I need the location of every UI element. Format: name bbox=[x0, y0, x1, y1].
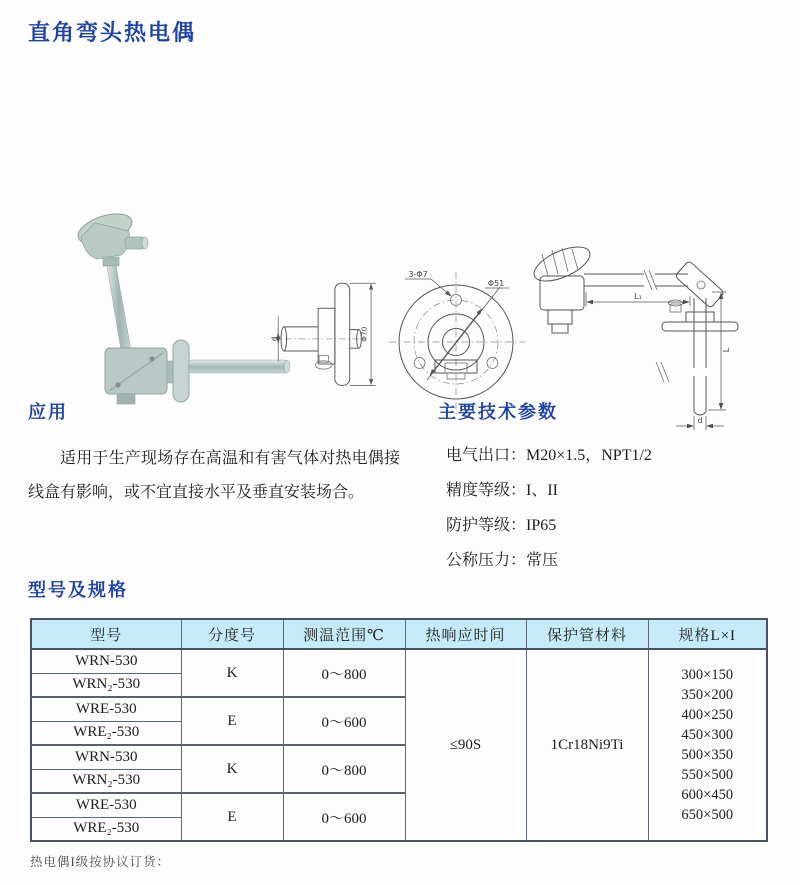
graduation-cell: K bbox=[181, 649, 283, 697]
dim-label-d-side: d bbox=[269, 336, 279, 342]
graduation-cell: E bbox=[181, 697, 283, 745]
range-cell: 0～600 bbox=[283, 793, 405, 841]
range-cell: 0～800 bbox=[283, 745, 405, 793]
dim-label-d-outline: d bbox=[697, 416, 703, 425]
dim-label-bolt-circle: Φ51 bbox=[487, 279, 505, 288]
size-item: 550×500 bbox=[681, 767, 734, 783]
application-heading: 应用 bbox=[28, 402, 68, 423]
range-cell: 0～800 bbox=[283, 649, 405, 697]
col-header-response: 热响应时间 bbox=[405, 619, 526, 649]
application-text: 适用于生产现场存在高温和有害气体对热电偶接线盒有影响，或不宜直接水平及垂直安装场合。 bbox=[28, 450, 400, 501]
response-time-cell: ≤90S bbox=[405, 649, 526, 841]
model-cell: WRN-530 bbox=[31, 745, 181, 769]
col-header-range: 测温范围℃ bbox=[283, 619, 405, 649]
material-cell: 1Cr18Ni9Ti bbox=[526, 649, 648, 841]
parameter-item: 电气出口：M20×1.5，NPT1/2 bbox=[446, 447, 652, 464]
model-cell: WRE₂-530 bbox=[31, 721, 181, 745]
elbow-outline bbox=[675, 261, 725, 309]
parameter-item: 防护等级：IP65 bbox=[446, 517, 557, 534]
sizes-cell bbox=[648, 649, 767, 841]
size-item: 650×500 bbox=[681, 807, 734, 823]
page-title: 直角弯头热电偶 bbox=[28, 21, 197, 46]
size-item: 500×350 bbox=[681, 747, 734, 763]
range-cell: 0～600 bbox=[283, 697, 405, 745]
flange-front-view bbox=[385, 248, 535, 418]
size-item: 350×200 bbox=[681, 687, 734, 703]
product-photo bbox=[55, 203, 295, 423]
elbow-block-photo bbox=[105, 348, 167, 404]
footer-note: 热电偶I级按协议订货： bbox=[30, 855, 171, 869]
parameters-list bbox=[438, 438, 788, 578]
table-row bbox=[31, 649, 767, 673]
size-item: 450×300 bbox=[681, 727, 734, 743]
model-cell: WRN₂-530 bbox=[31, 673, 181, 697]
size-item: 400×250 bbox=[681, 707, 734, 723]
junction-head-photo bbox=[74, 208, 148, 266]
graduation-cell: K bbox=[181, 745, 283, 793]
parameter-item: 精度等级：I、II bbox=[446, 482, 558, 499]
vertical-stem-photo bbox=[107, 266, 131, 350]
size-item: 600×450 bbox=[681, 787, 734, 803]
dim-label-phi70: Φ70 bbox=[359, 326, 369, 342]
col-header-model: 型号 bbox=[31, 619, 181, 649]
flange-side-view bbox=[268, 250, 398, 400]
model-cell: WRE-530 bbox=[31, 793, 181, 817]
spec-header-row bbox=[31, 619, 767, 649]
application-section bbox=[28, 398, 400, 510]
flange-disc-outline bbox=[662, 322, 738, 331]
dim-label-l1: L₁ bbox=[634, 292, 642, 301]
col-header-graduation: 分度号 bbox=[181, 619, 283, 649]
dim-label-l: L bbox=[722, 347, 731, 353]
col-header-material: 保护管材料 bbox=[526, 619, 648, 649]
parameter-item: 公称压力：常压 bbox=[446, 552, 559, 569]
col-header-size: 规格L×I bbox=[648, 619, 767, 649]
flange-hub-outline bbox=[686, 312, 714, 322]
spec-heading: 型号及规格 bbox=[28, 580, 128, 601]
parameters-section bbox=[438, 398, 788, 578]
model-cell: WRN-530 bbox=[31, 649, 181, 673]
model-cell: WRE-530 bbox=[31, 697, 181, 721]
model-cell: WRN₂-530 bbox=[31, 769, 181, 793]
dim-label-bolt-holes: 3-Φ7 bbox=[408, 270, 428, 279]
spec-table bbox=[30, 618, 768, 842]
graduation-cell: E bbox=[181, 793, 283, 841]
parameters-heading: 主要技术参数 bbox=[438, 402, 558, 423]
flange-disc-photo bbox=[173, 340, 189, 402]
size-item: 300×150 bbox=[681, 667, 734, 683]
model-cell: WRE₂-530 bbox=[31, 817, 181, 841]
